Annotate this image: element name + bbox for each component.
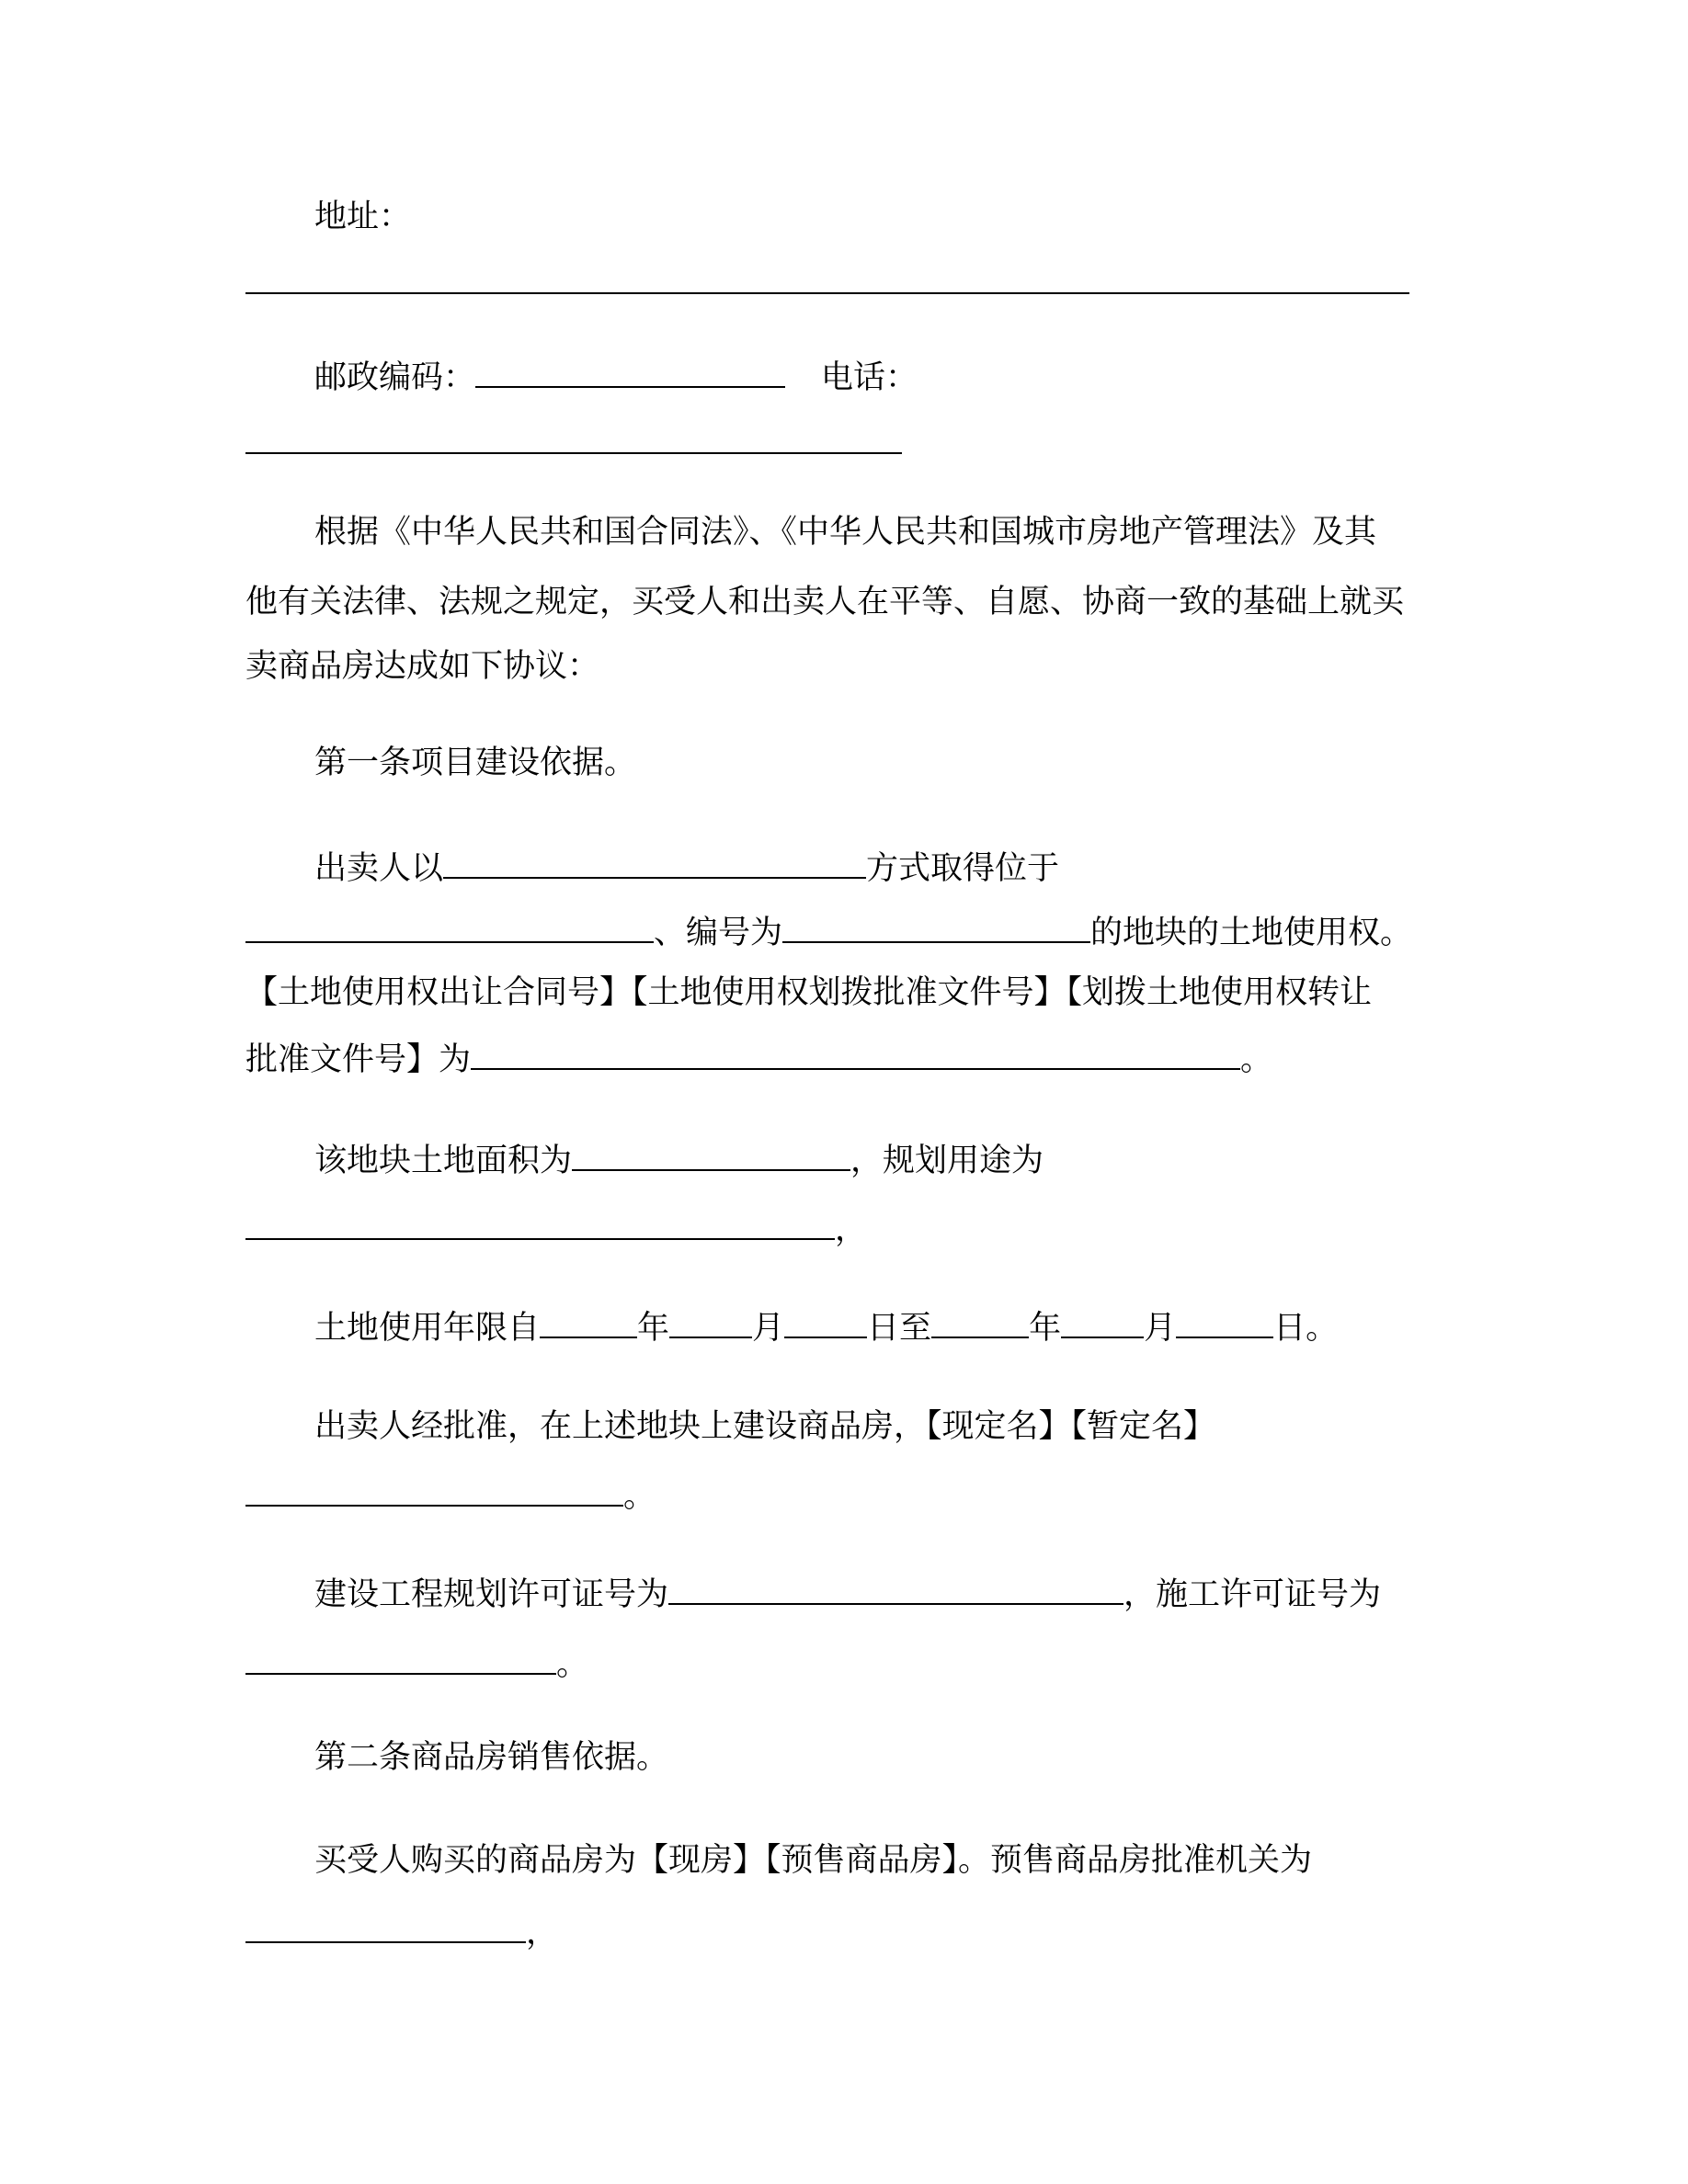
text: 日。 — [1273, 1310, 1339, 1347]
address-blank — [245, 292, 1409, 294]
preamble-line-2: 他有关法律、法规之规定，买受人和出卖人在平等、自愿、协商一致的基础上就买 — [245, 584, 1405, 620]
address-label: 地址： — [314, 199, 412, 235]
article1-p1-line2 — [245, 910, 1412, 950]
article1-p2-line1 — [314, 1138, 1044, 1178]
article1-p1-line1 — [314, 846, 1059, 886]
end-month-blank — [1061, 1305, 1144, 1338]
article1-p5-line2 — [245, 1642, 588, 1682]
postal-label: 邮政编码： — [314, 359, 476, 396]
text: 年 — [637, 1310, 670, 1347]
text: 批准文件号】为 — [245, 1041, 472, 1078]
text: 。 — [623, 1478, 656, 1515]
article2-title: 第二条商品房销售依据。 — [314, 1739, 669, 1776]
text: 出卖人以 — [314, 850, 444, 887]
text: 。 — [1240, 1041, 1273, 1078]
text: 方式取得位于 — [866, 850, 1060, 887]
article1-p1-line3: 【土地使用权出让合同号】【土地使用权划拨批准文件号】【划拨土地使用权转让 — [245, 974, 1373, 1011]
text: 年 — [1029, 1310, 1062, 1347]
planning-permit-blank — [668, 1572, 1123, 1605]
text: 该地块土地面积为 — [314, 1143, 573, 1179]
phone-label: 电话： — [821, 359, 918, 396]
text: 月 — [752, 1310, 785, 1347]
article2-p1-line2 — [245, 1910, 558, 1951]
text: ， — [526, 1915, 559, 1951]
postal-phone-line — [314, 355, 918, 395]
phone-blank — [245, 452, 902, 454]
text: ，规划用途为 — [850, 1143, 1044, 1179]
postal-blank — [475, 355, 785, 388]
start-month-blank — [669, 1305, 752, 1338]
contract-number-blank — [471, 1037, 1240, 1070]
article1-p5-line1 — [314, 1572, 1381, 1612]
article2-p1-line1: 买受人购买的商品房为【现房】【预售商品房】。预售商品房批准机关为 — [314, 1842, 1313, 1879]
construction-permit-blank — [245, 1642, 556, 1675]
article1-p4-line2 — [245, 1473, 656, 1514]
text: 日至 — [867, 1310, 932, 1347]
article1-p1-line4 — [245, 1037, 1272, 1077]
land-area-blank — [572, 1138, 850, 1171]
text: 建设工程规划许可证号为 — [314, 1576, 669, 1613]
end-year-blank — [931, 1305, 1029, 1338]
article1-title: 第一条项目建设依据。 — [314, 745, 637, 781]
article1-p3 — [314, 1305, 1338, 1346]
preamble-line-3: 卖商品房达成如下协议： — [245, 648, 600, 685]
text: 。 — [556, 1646, 589, 1683]
preamble-line-1: 根据《中华人民共和国合同法》、《中华人民共和国城市房地产管理法》及其 — [314, 514, 1377, 551]
start-year-blank — [540, 1305, 637, 1338]
project-name-blank — [245, 1473, 623, 1507]
text: ， — [835, 1211, 868, 1248]
text: 的地块的土地使用权。 — [1090, 915, 1413, 951]
location-blank — [245, 910, 654, 943]
end-day-blank — [1176, 1305, 1273, 1338]
text: 、编号为 — [654, 915, 783, 951]
article1-p4-line1: 出卖人经批准，在上述地块上建设商品房，【现定名】【暂定名】 — [314, 1408, 1216, 1445]
plot-number-blank — [782, 910, 1090, 943]
text: 月 — [1144, 1310, 1177, 1347]
presale-authority-blank — [245, 1910, 526, 1943]
article1-p2-line2 — [245, 1207, 867, 1247]
acquire-method-blank — [443, 846, 866, 879]
start-day-blank — [784, 1305, 867, 1338]
text: ，施工许可证号为 — [1123, 1576, 1382, 1613]
land-use-blank — [245, 1207, 835, 1240]
text: 土地使用年限自 — [314, 1310, 541, 1347]
